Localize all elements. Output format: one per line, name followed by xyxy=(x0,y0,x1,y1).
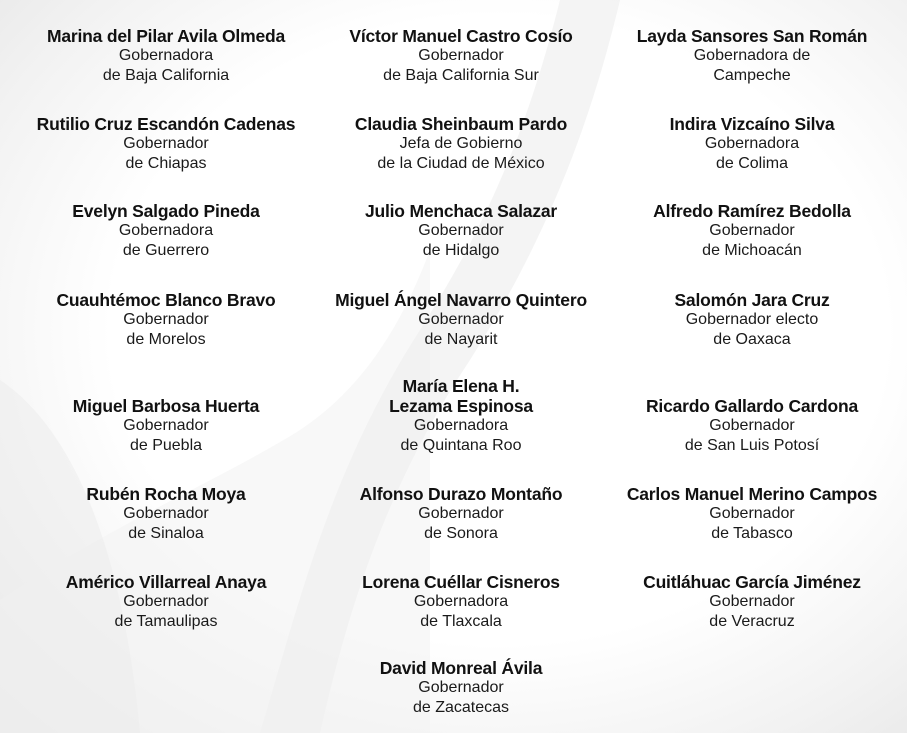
governor-title: Gobernador xyxy=(418,311,504,328)
governor-name: Miguel Barbosa Huerta xyxy=(72,396,260,416)
governor-card xyxy=(380,658,543,718)
governor-card xyxy=(674,290,829,350)
governor-card xyxy=(355,114,567,174)
governor-state: de Guerrero xyxy=(122,242,210,259)
governor-card xyxy=(646,396,858,456)
governor-state: de Michoacán xyxy=(702,242,802,259)
governor-card xyxy=(335,290,587,350)
governor-name: Salomón Jara Cruz xyxy=(674,290,830,310)
governor-name: Indira Vizcaíno Silva xyxy=(669,114,835,134)
governor-name: Claudia Sheinbaum Pardo xyxy=(354,114,568,134)
governor-title: Gobernador xyxy=(709,417,795,434)
governor-title: Jefa de Gobierno xyxy=(399,135,523,152)
governor-name: Alfredo Ramírez Bedolla xyxy=(653,201,851,221)
governor-title: Gobernador xyxy=(709,593,795,610)
governor-card xyxy=(362,572,560,632)
governor-title: Gobernador xyxy=(123,505,209,522)
governor-card xyxy=(365,201,557,261)
governor-name: Rutilio Cruz Escandón Cadenas xyxy=(36,114,296,134)
governor-state: de Baja California Sur xyxy=(383,67,539,84)
governor-card xyxy=(389,376,533,456)
governor-title: Gobernador electo xyxy=(685,311,819,328)
governor-name: Cuauhtémoc Blanco Bravo xyxy=(56,290,276,310)
governor-name: Julio Menchaca Salazar xyxy=(364,201,558,221)
governor-title: Gobernador xyxy=(123,311,209,328)
governor-card xyxy=(637,26,868,86)
governor-state: de Puebla xyxy=(129,437,203,454)
governor-title: Gobernadora de xyxy=(693,47,811,64)
governor-title: Gobernador xyxy=(123,135,209,152)
governor-state: de Colima xyxy=(715,155,789,172)
governor-state: de Tabasco xyxy=(711,525,793,542)
governor-state: de la Ciudad de México xyxy=(377,155,545,172)
governor-card xyxy=(86,484,245,544)
governor-state: de Chiapas xyxy=(125,155,207,172)
governor-title: Gobernadora xyxy=(413,417,509,434)
governor-state: de Sonora xyxy=(424,525,498,542)
governor-title: Gobernador xyxy=(709,222,795,239)
governor-title: Gobernador xyxy=(418,679,504,696)
governor-name: Layda Sansores San Román xyxy=(636,26,868,46)
governor-card xyxy=(72,201,259,261)
governor-card xyxy=(653,201,851,261)
governor-card xyxy=(47,26,285,86)
governor-title: Gobernador xyxy=(418,505,504,522)
governor-name: Cuitláhuac García Jiménez xyxy=(643,572,861,592)
governor-name: Rubén Rocha Moya xyxy=(86,484,246,504)
governor-name-line2: Lezama Espinosa xyxy=(389,396,533,416)
governor-state: Campeche xyxy=(713,67,791,84)
governor-card xyxy=(360,484,563,544)
governor-name: Evelyn Salgado Pineda xyxy=(72,201,260,221)
governor-name: Américo Villarreal Anaya xyxy=(65,572,267,592)
governor-name: Alfonso Durazo Montaño xyxy=(359,484,563,504)
governor-state: de Sinaloa xyxy=(128,525,204,542)
governor-card xyxy=(56,290,275,350)
governor-state: de Quintana Roo xyxy=(400,437,522,454)
governor-name: David Monreal Ávila xyxy=(379,658,543,678)
governor-card xyxy=(73,396,259,456)
governor-title: Gobernador xyxy=(418,222,504,239)
governor-state: de Baja California xyxy=(102,67,230,84)
governor-state: de Oaxaca xyxy=(713,331,791,348)
governor-state: de Nayarit xyxy=(424,331,498,348)
governor-name: Marina del Pilar Avila Olmeda xyxy=(47,26,285,46)
governor-title: Gobernador xyxy=(709,505,795,522)
governor-state: de Tamaulipas xyxy=(114,613,218,630)
governor-title: Gobernadora xyxy=(118,222,214,239)
governor-state: de Tlaxcala xyxy=(420,613,502,630)
governor-card xyxy=(670,114,835,174)
governor-name: María Elena H. xyxy=(402,376,520,396)
governor-state: de Zacatecas xyxy=(412,699,510,716)
governor-state: de San Luis Potosí xyxy=(684,437,820,454)
governor-state: de Hidalgo xyxy=(422,242,500,259)
governor-title: Gobernador xyxy=(123,593,209,610)
governor-card xyxy=(66,572,266,632)
governor-name: Miguel Ángel Navarro Quintero xyxy=(335,290,587,310)
governor-state: de Veracruz xyxy=(709,613,795,630)
governor-card xyxy=(627,484,877,544)
governor-name: Lorena Cuéllar Cisneros xyxy=(362,572,560,592)
governor-title: Gobernadora xyxy=(704,135,800,152)
governor-card xyxy=(643,572,861,632)
governor-card xyxy=(349,26,572,86)
governor-name: Víctor Manuel Castro Cosío xyxy=(349,26,573,46)
governor-title: Gobernadora xyxy=(118,47,214,64)
governor-title: Gobernador xyxy=(123,417,209,434)
governor-name: Ricardo Gallardo Cardona xyxy=(645,396,859,416)
governor-name: Carlos Manuel Merino Campos xyxy=(626,484,878,504)
governor-title: Gobernador xyxy=(418,47,504,64)
governor-state: de Morelos xyxy=(126,331,206,348)
governor-title: Gobernadora xyxy=(413,593,509,610)
governor-card xyxy=(37,114,296,174)
